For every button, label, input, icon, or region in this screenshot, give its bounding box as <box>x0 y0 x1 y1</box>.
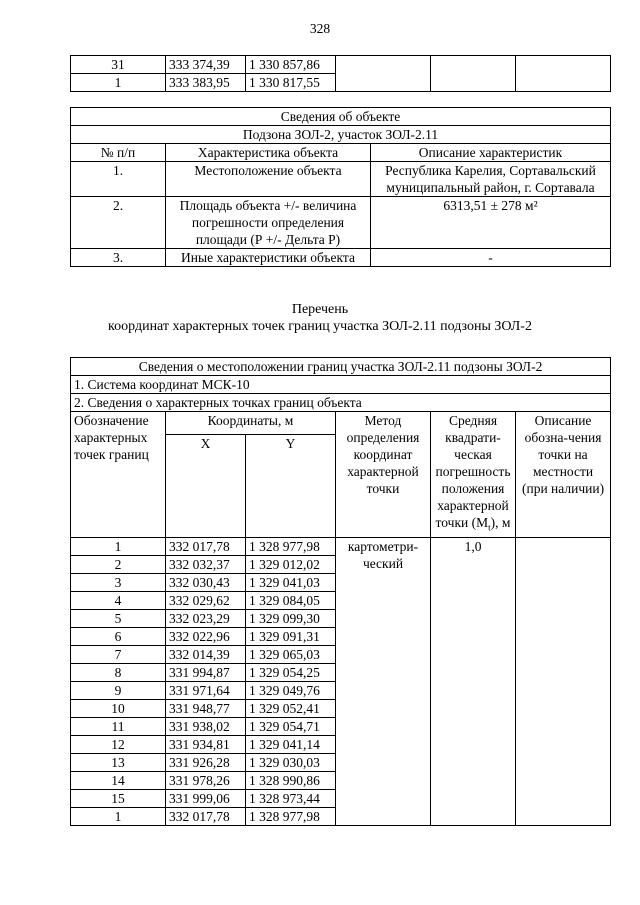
row-number: 1. <box>71 162 166 197</box>
empty-cell <box>516 56 611 92</box>
header-method: Метод определения координат характерной точки <box>336 412 431 538</box>
coord-y: 1 329 054,25 <box>246 663 336 681</box>
coord-y: 1 329 041,03 <box>246 573 336 591</box>
header-designation: Обозначение характерных точек границ <box>71 412 166 538</box>
method-cell: картометри-ческий <box>336 537 431 825</box>
coord-x: 331 999,06 <box>166 789 246 807</box>
coord-y: 1 329 049,76 <box>246 681 336 699</box>
table-row <box>71 249 611 267</box>
page-number: 328 <box>309 21 331 36</box>
coord-x: 333 383,95 <box>166 74 246 92</box>
coord-y: 1 329 054,71 <box>246 717 336 735</box>
point-number: 14 <box>71 771 166 789</box>
header-y: Y <box>246 434 336 537</box>
coord-x: 331 994,87 <box>166 663 246 681</box>
coord-x: 331 934,81 <box>166 735 246 753</box>
coord-y: 1 329 099,30 <box>246 609 336 627</box>
coords-system: 1. Система координат МСК-10 <box>71 376 611 394</box>
coord-x: 333 374,39 <box>166 56 246 74</box>
coord-y: 1 329 065,03 <box>246 645 336 663</box>
point-number: 31 <box>71 56 166 74</box>
description-cell <box>516 537 611 825</box>
header-coordinates: Координаты, м <box>166 412 336 435</box>
coord-x: 332 030,43 <box>166 573 246 591</box>
coord-x: 332 023,29 <box>166 609 246 627</box>
coord-y: 1 329 052,41 <box>246 699 336 717</box>
coord-x: 332 017,78 <box>166 807 246 825</box>
point-number: 1 <box>71 807 166 825</box>
point-number: 13 <box>71 753 166 771</box>
row-number: 3. <box>71 249 166 267</box>
coord-x: 332 029,62 <box>166 591 246 609</box>
table-row <box>71 162 611 197</box>
table-row <box>71 197 611 249</box>
point-number: 1 <box>71 74 166 92</box>
list-heading <box>0 301 640 335</box>
header-x: X <box>166 434 246 537</box>
coords-points-info: 2. Сведения о характерных точках границ объекта <box>71 394 611 412</box>
coord-x: 332 014,39 <box>166 645 246 663</box>
coord-x: 332 032,37 <box>166 555 246 573</box>
row-characteristic: Местоположение объекта <box>166 162 371 197</box>
point-number: 9 <box>71 681 166 699</box>
coord-x: 331 978,26 <box>166 771 246 789</box>
coord-y: 1 328 977,98 <box>246 807 336 825</box>
coord-y: 1 328 973,44 <box>246 789 336 807</box>
coordinates-table <box>70 357 611 826</box>
header-characteristic: Характеристика объекта <box>166 144 371 162</box>
point-number: 6 <box>71 627 166 645</box>
coord-x: 331 938,02 <box>166 717 246 735</box>
row-characteristic: Иные характеристики объекта <box>166 249 371 267</box>
object-title: Сведения об объекте <box>71 108 611 126</box>
coord-y: 1 329 084,05 <box>246 591 336 609</box>
header-number: № п/п <box>71 144 166 162</box>
point-number: 8 <box>71 663 166 681</box>
coord-x: 332 017,78 <box>166 537 246 555</box>
object-info-table <box>70 107 611 267</box>
table-row <box>71 56 611 74</box>
header-error: Средняя квадрати-ческая погрешность положения характерной точки $(M_t)$, м <box>431 412 516 538</box>
heading-line2: координат характерных точек границ участка ЗОЛ-2.11 подзоны ЗОЛ-2 <box>108 319 532 334</box>
continuation-table <box>70 55 611 92</box>
coord-y: 1 329 041,14 <box>246 735 336 753</box>
point-number: 15 <box>71 789 166 807</box>
point-number: 10 <box>71 699 166 717</box>
point-number: 2 <box>71 555 166 573</box>
coord-x: 331 926,28 <box>166 753 246 771</box>
coord-y: 1 328 990,86 <box>246 771 336 789</box>
object-subtitle: Подзона ЗОЛ-2, участок ЗОЛ-2.11 <box>71 126 611 144</box>
coord-x: 332 022,96 <box>166 627 246 645</box>
row-characteristic: Площадь объекта +/- величина погрешности определения площади (Р +/- Дельта Р) <box>166 197 371 249</box>
coord-x: 331 971,64 <box>166 681 246 699</box>
coord-y: 1 330 817,55 <box>246 74 336 92</box>
coord-y: 1 329 012,02 <box>246 555 336 573</box>
row-description: - <box>371 249 611 267</box>
point-number: 12 <box>71 735 166 753</box>
heading-line1: Перечень <box>291 302 349 317</box>
point-number: 4 <box>71 591 166 609</box>
point-number: 1 <box>71 537 166 555</box>
point-number: 11 <box>71 717 166 735</box>
coord-x: 331 948,77 <box>166 699 246 717</box>
point-number: 5 <box>71 609 166 627</box>
header-description: Описание характеристик <box>371 144 611 162</box>
error-cell: 1,0 <box>431 537 516 825</box>
coord-y: 1 330 857,86 <box>246 56 336 74</box>
row-description: Республика Карелия, Сортавальский муниципальный район, г. Сортавала <box>371 162 611 197</box>
coord-y: 1 328 977,98 <box>246 537 336 555</box>
empty-cell <box>336 56 431 92</box>
coords-title: Сведения о местоположении границ участка ЗОЛ-2.11 подзоны ЗОЛ-2 <box>71 358 611 376</box>
header-point-description: Описание обозна-чения точки на местности (при наличии) <box>516 412 611 538</box>
point-number: 7 <box>71 645 166 663</box>
row-number: 2. <box>71 197 166 249</box>
row-description: 6313,51 ± 278 м² <box>371 197 611 249</box>
coord-y: 1 329 091,31 <box>246 627 336 645</box>
table-row <box>71 537 611 555</box>
empty-cell <box>431 56 516 92</box>
coord-y: 1 329 030,03 <box>246 753 336 771</box>
point-number: 3 <box>71 573 166 591</box>
